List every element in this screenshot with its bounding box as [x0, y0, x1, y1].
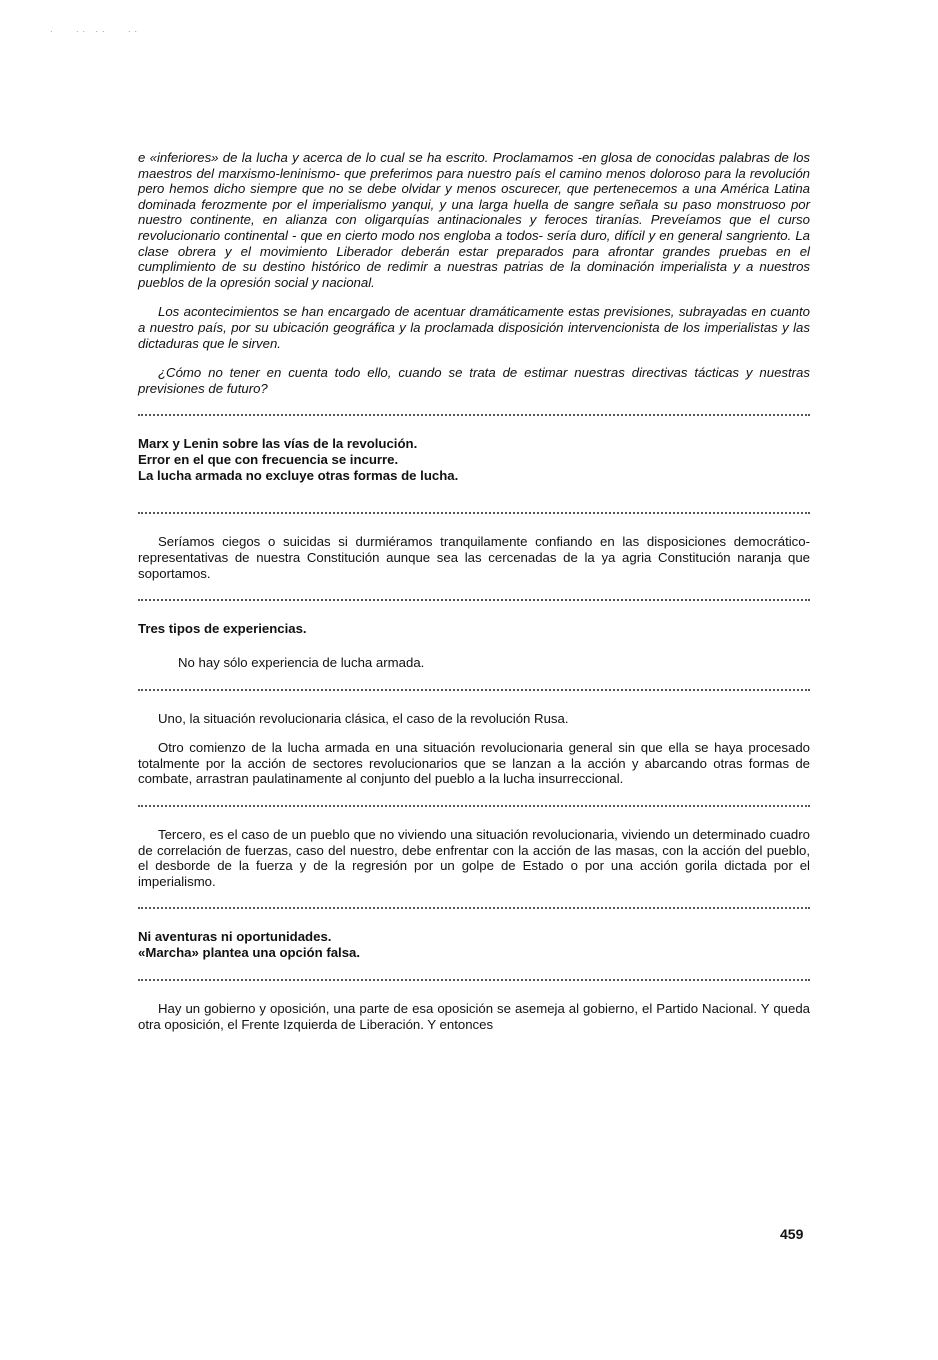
page-number: 459: [780, 1226, 804, 1242]
document-page: [138, 150, 810, 1047]
dotted-separator: [138, 679, 810, 691]
heading-1-line-2: Error en el que con frecuencia se incurre.: [138, 452, 399, 468]
paragraph-9: Hay un gobierno y oposición, una parte de esa oposición se asemeja al gobierno, el Partido Nacional. Y queda otra oposición, el Frente Izquierda de Liberación. Y entonces: [138, 1001, 810, 1033]
paragraph-8: Tercero, es el caso de un pueblo que no viviendo una situación revolucionaria, viviendo un determinado cuadro de correlación de fuerzas, caso del nuestro, debe enfrentar con la acción de las masas, con la acción del pueblo, el desborde de la fuerza y de la regresión por un golpe de Estado o por una acción gorila dictada por el imperialismo.: [138, 827, 810, 889]
paragraph-3: ¿Cómo no tener en cuenta todo ello, cuando se trata de estimar nuestras directivas tácticas y nuestras previsiones de futuro?: [138, 365, 810, 396]
heading-3-line-2: «Marcha» plantea una opción falsa.: [138, 945, 361, 961]
dotted-separator: [138, 969, 810, 981]
paragraph-2: Los acontecimientos se han encargado de acentuar dramáticamente estas previsiones, subrayadas en cuanto a nuestro país, por su ubicación geográfica y la proclamada disposición intervencionista de los imperialistas y las dictaduras que le sirven.: [138, 304, 810, 351]
dotted-separator: [138, 897, 810, 909]
heading-3-line-1: Ni aventuras ni oportunidades.: [138, 929, 332, 945]
dotted-separator: [138, 404, 810, 416]
dotted-separator: [138, 795, 810, 807]
paragraph-1: e «inferiores» de la lucha y acerca de lo cual se ha escrito. Proclamamos -en glosa de conocidas palabras de los maestros del marxismo-leninismo- que preferimos para nuestro país el camino menos doloroso para la revolución pero hemos dicho siempre que no se debe olvidar y menos oscurecer, que pertenecemos a una América Latina dominada ferozmente por el imperialismo yanqui, y una larga huella de sangre señala su paso monstruoso por nuestro continente, en alianza con oligarquías antinacionales y feroces tiranías. Preveíamos que el curso revolucionario continental - que en cierto modo nos engloba a todos- sería duro, difícil y en general sangriento. La clase obrera y el movimiento Liberador deberán estar preparados para afrontar grandes pruebas en el cumplimiento de su destino histórico de redimir a nuestras patrias de la dominación imperialista y a nuestros pueblos de la opresión social y nacional.: [138, 150, 810, 290]
scan-speck: . .. .. ..: [50, 24, 142, 34]
paragraph-6: Uno, la situación revolucionaria clásica, el caso de la revolución Rusa.: [158, 710, 569, 726]
dotted-separator: [138, 502, 810, 514]
section-heading-3: [138, 929, 810, 961]
paragraph-5: No hay sólo experiencia de lucha armada.: [178, 655, 425, 671]
heading-1-line-1: Marx y Lenin sobre las vías de la revolución.: [138, 436, 418, 452]
section-heading-1: [138, 436, 810, 484]
dotted-separator: [138, 589, 810, 601]
heading-1-line-3: La lucha armada no excluye otras formas de lucha.: [138, 468, 459, 484]
paragraph-7: Otro comienzo de la lucha armada en una situación revolucionaria general sin que ella se haya procesado totalmente por la acción de sectores revolucionarios que se lanzan a la acción y abarcando otras formas de combate, arrastran paulatinamente al conjunto del pueblo a la lucha insurreccional.: [138, 740, 810, 787]
paragraph-4: Seríamos ciegos o suicidas si durmiéramos tranquilamente confiando en las disposiciones democrático-representativas de nuestra Constitución aunque sea las cercenadas de la ya agria Constitución naranja que soportamos.: [138, 534, 810, 581]
section-heading-2: Tres tipos de experiencias.: [138, 621, 307, 637]
